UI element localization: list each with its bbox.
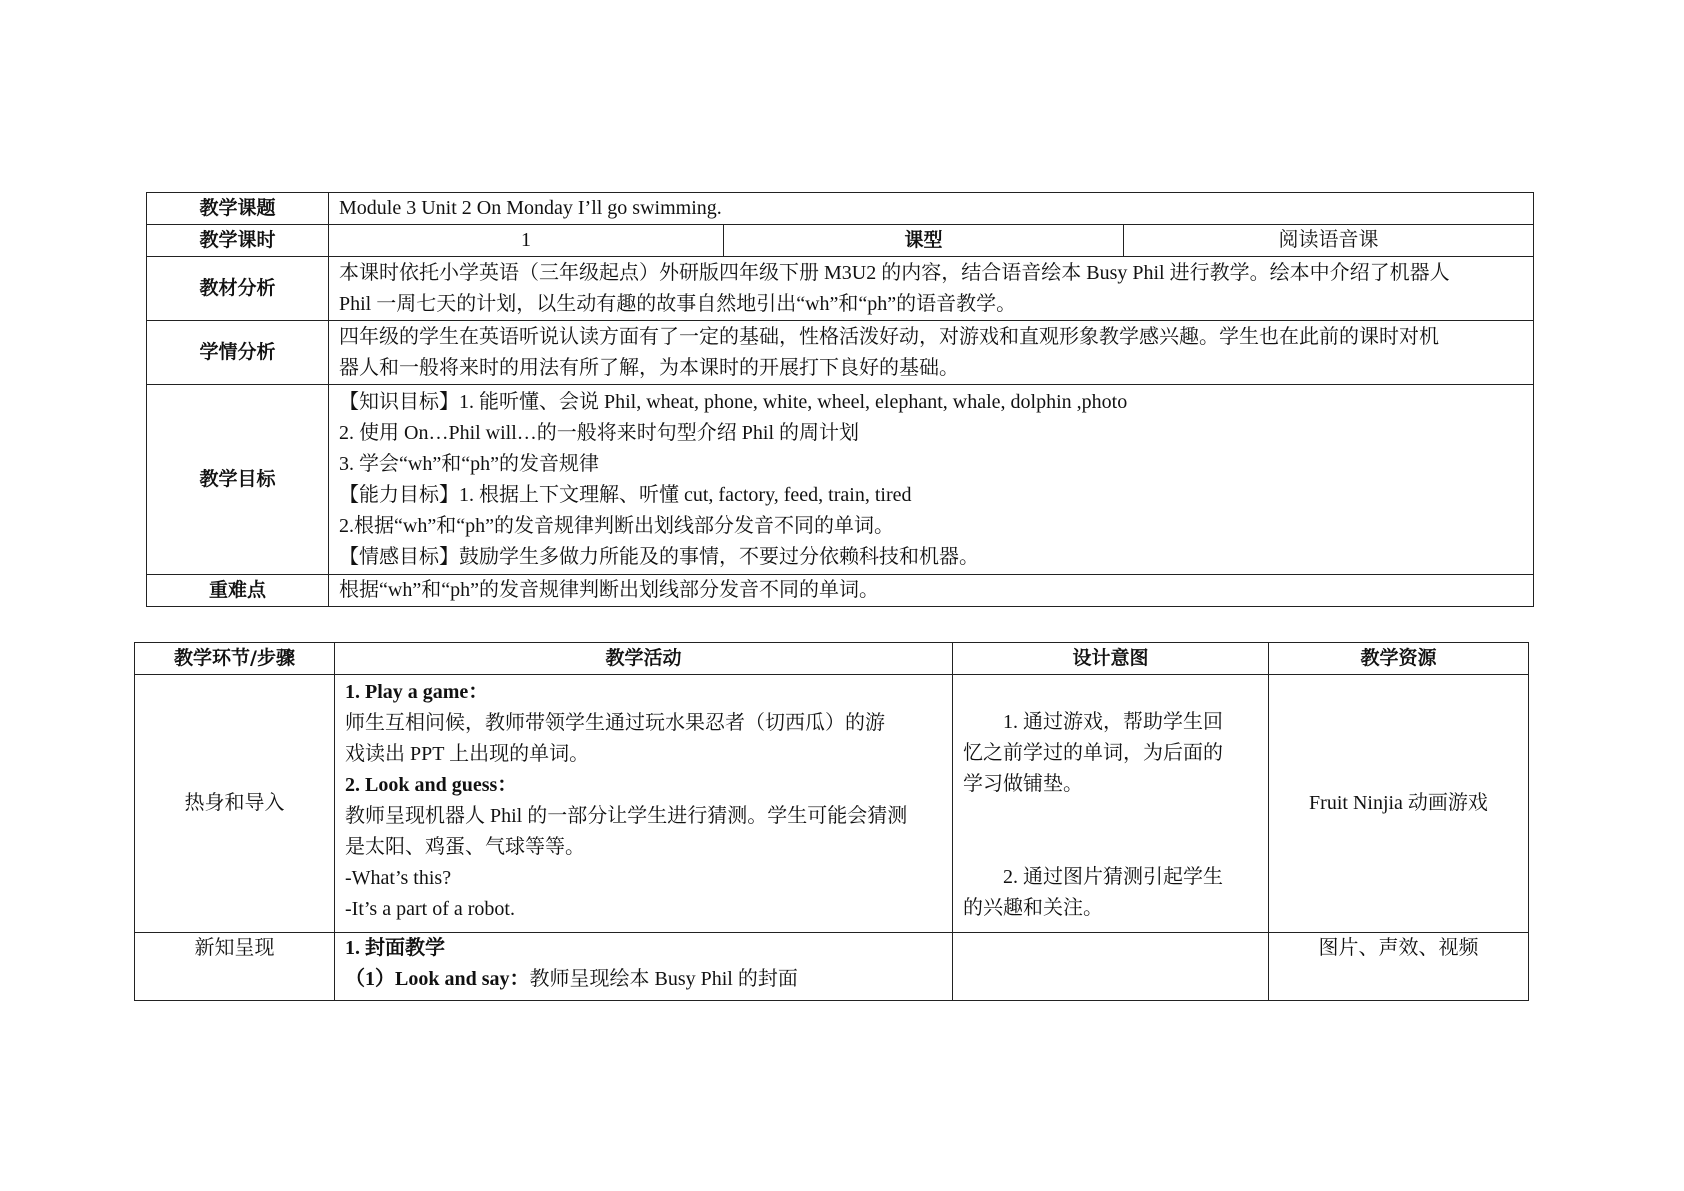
teaching-process-table [134,642,1529,1001]
lesson-type-value: 阅读语音课 [1124,225,1534,257]
topic-value: Module 3 Unit 2 On Monday I’ll go swimming. [329,193,1534,225]
intent-text: 的兴趣和关注。 [963,897,1103,919]
header-intent: 设计意图 [953,643,1269,675]
activity-heading: 1. 封面教学 [345,937,445,959]
period-label: 教学课时 [147,225,329,257]
objectives-label: 教学目标 [147,385,329,575]
material-text [329,257,1534,321]
key-points-label: 重难点 [147,575,329,607]
period-row [147,225,1534,257]
new-knowledge-activity [335,933,953,1001]
objective-line: 【知识目标】1. 能听懂、会说 Phil, wheat, phone, white, wheel, elephant, whale, dolphin ,photo [339,390,1128,413]
intent-spacer [963,800,1258,862]
objective-line: 3. 学会“wh”和“ph”的发音规律 [339,452,599,475]
warmup-resource: Fruit Ninjia 动画游戏 [1269,675,1529,933]
activity-text: 师生互相问候，教师带领学生通过玩水果忍者（切西瓜）的游 [345,712,885,734]
warmup-activity [335,675,953,933]
header-step: 教学环节/步骤 [135,643,335,675]
activity-answer: -It’s a part of a robot. [345,898,515,920]
warmup-row [135,675,1529,933]
intent-text: 1. 通过游戏，帮助学生回 [1003,711,1223,733]
activity-heading: 2. Look and guess： [345,774,518,796]
lesson-type-label: 课型 [724,225,1124,257]
activity-text [345,964,942,995]
objective-line: 2.根据“wh”和“ph”的发音规律判断出划线部分发音不同的单词。 [339,514,894,537]
students-row [147,321,1534,385]
objectives-text [329,385,1534,575]
activity-question: -What’s this? [345,867,452,889]
intent-text: 学习做铺垫。 [963,773,1083,795]
students-line: 器人和一般将来时的用法有所了解，为本课时的开展打下良好的基础。 [339,356,959,379]
material-label: 教材分析 [147,257,329,321]
material-row [147,257,1534,321]
activity-heading: 1. Play a game： [345,681,489,703]
objective-line: 【能力目标】1. 根据上下文理解、听懂 cut, factory, feed, train, tired [339,483,912,506]
new-knowledge-resource: 图片、声效、视频 [1269,933,1529,1001]
new-knowledge-intent [953,933,1269,1001]
intent-text: 忆之前学过的单词，为后面的 [963,742,1223,764]
process-header-row [135,643,1529,675]
header-activity: 教学活动 [335,643,953,675]
warmup-step: 热身和导入 [135,675,335,933]
activity-text: 是太阳、鸡蛋、气球等等。 [345,836,585,858]
topic-row [147,193,1534,225]
new-knowledge-step: 新知呈现 [135,933,335,1001]
period-value: 1 [329,225,724,257]
activity-subheading: （1）Look and say： [345,968,530,990]
key-points-row [147,575,1534,607]
objective-line: 【情感目标】鼓励学生多做力所能及的事情，不要过分依赖科技和机器。 [339,545,979,568]
header-resource: 教学资源 [1269,643,1529,675]
students-line: 四年级的学生在英语听说认读方面有了一定的基础，性格活泼好动，对游戏和直观形象教学感兴趣。学生也在此前的课时对机 [339,325,1439,348]
key-points-value: 根据“wh”和“ph”的发音规律判断出划线部分发音不同的单词。 [329,575,1534,607]
activity-text: 戏读出 PPT 上出现的单词。 [345,743,590,765]
material-line: Phil 一周七天的计划，以生动有趣的故事自然地引出“wh”和“ph”的语音教学。 [339,292,1017,315]
topic-label: 教学课题 [147,193,329,225]
material-line: 本课时依托小学英语（三年级起点）外研版四年级下册 M3U2 的内容，结合语音绘本 Busy Phil 进行教学。绘本中介绍了机器人 [339,261,1450,284]
objective-line: 2. 使用 On…Phil will…的一般将来时句型介绍 Phil 的周计划 [339,421,860,444]
students-text [329,321,1534,385]
lesson-info-table [146,192,1534,607]
objectives-row [147,385,1534,575]
students-label: 学情分析 [147,321,329,385]
warmup-intent [953,675,1269,933]
activity-text: 教师呈现机器人 Phil 的一部分让学生进行猜测。学生可能会猜测 [345,805,908,827]
new-knowledge-row [135,933,1529,1001]
intent-text: 2. 通过图片猜测引起学生 [1003,866,1223,888]
activity-text-tail: 教师呈现绘本 Busy Phil 的封面 [529,968,798,990]
